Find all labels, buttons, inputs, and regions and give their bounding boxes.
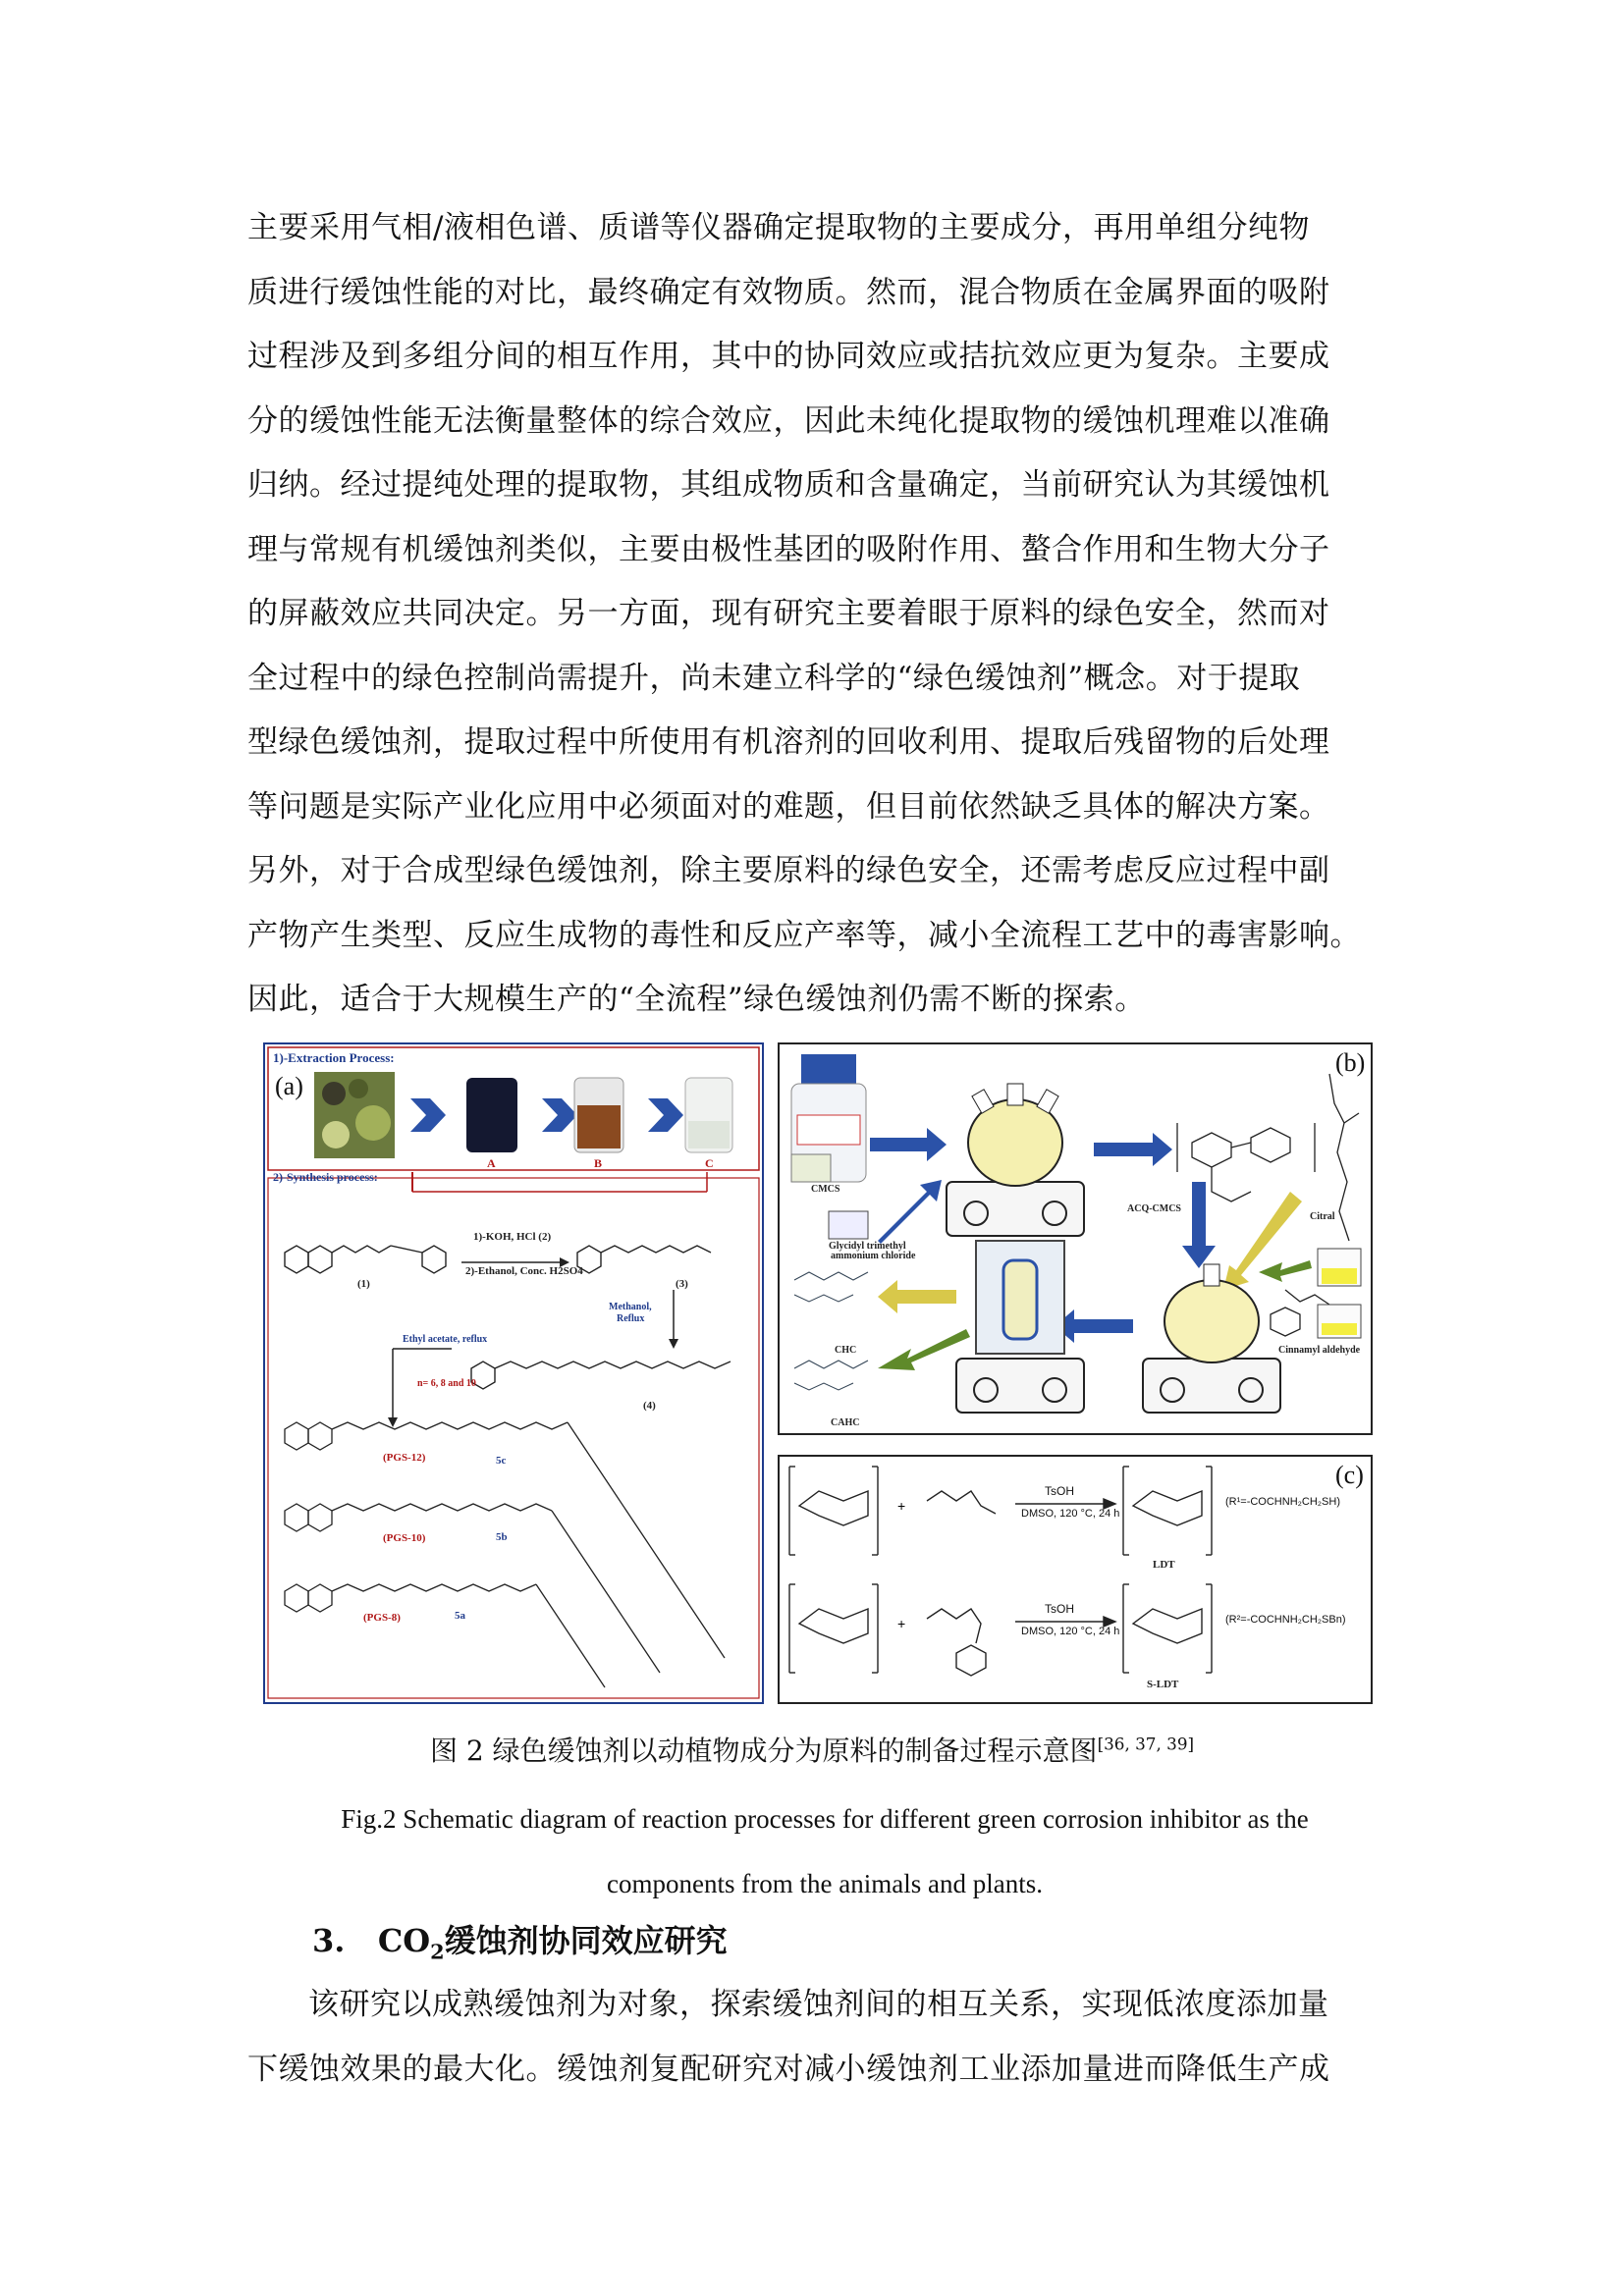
cmcs-label: CMCS — [811, 1184, 840, 1195]
text-line: 分的缓蚀性能无法衡量整体的综合效应，因此未纯化提取物的缓蚀机理难以准确 — [247, 402, 1330, 439]
reaction-step-1: 1)-KOH, HCl (2) — [473, 1231, 552, 1243]
section-number: 3. — [312, 1922, 346, 1959]
product-code: 5c — [496, 1455, 507, 1467]
caption-en-line: Fig.2 Schematic diagram of reaction processes for different green corrosion inhibitor as the — [341, 1804, 1309, 1834]
conditions-label: DMSO, 120 °C, 24 h — [1021, 1626, 1120, 1637]
figure-caption-en — [285, 1787, 1365, 1916]
text-line: 的屏蔽效应共同决定。另一方面，现有研究主要着眼于原料的绿色安全，然而对 — [247, 596, 1330, 631]
acq-cmcs-label: ACQ-CMCS — [1127, 1203, 1181, 1214]
text-line: 理与常规有机缓蚀剂类似，主要由极性基团的吸附作用、螯合作用和生物大分子 — [247, 531, 1330, 567]
panel-label: (c) — [1335, 1461, 1364, 1489]
r1-definition: (R¹=-COCHNH₂CH₂SH) — [1225, 1496, 1341, 1508]
cinnamyl-label: Cinnamyl aldehyde — [1278, 1345, 1361, 1356]
text-line: 等问题是实际产业化应用中必须面对的难题，但目前依然缺乏具体的解决方案。 — [247, 788, 1330, 825]
ldt-label: LDT — [1153, 1559, 1175, 1571]
product-name: (PGS-10) — [383, 1532, 426, 1544]
conditions-label: DMSO, 120 °C, 24 h — [1021, 1508, 1120, 1520]
r2-definition: (R²=-COCHNH₂CH₂SBn) — [1225, 1614, 1346, 1626]
caption-cn-refs: [36, 37, 39] — [1097, 1734, 1195, 1754]
product-code: 5a — [455, 1610, 465, 1622]
panel-c-drawing — [780, 1457, 1371, 1702]
text-line: 全过程中的绿色控制尚需提升，尚未建立科学的“绿色缓蚀剂”概念。对于提取 — [247, 660, 1301, 696]
chc-label: CHC — [835, 1345, 857, 1356]
section-subscript: 2 — [430, 1939, 445, 1964]
caption-cn-text: 图 2 绿色缓蚀剂以动植物成分为原料的制备过程示意图 — [429, 1735, 1098, 1767]
ammonium-label: ammonium chloride — [831, 1251, 916, 1261]
body-paragraph-2 — [247, 1973, 1386, 2102]
product-name: (PGS-12) — [383, 1452, 426, 1464]
figure-panel-c — [778, 1455, 1373, 1704]
figure-panel-b — [778, 1042, 1373, 1435]
sldt-label: S-LDT — [1147, 1679, 1179, 1690]
synthesis-title: 2)-Synthesis process: — [273, 1170, 378, 1184]
product-code: 5b — [496, 1531, 508, 1543]
glycidyl-label: Glycidyl trimethyl — [829, 1241, 906, 1252]
text-line: 归纳。经过提纯处理的提取物，其组成物质和含量确定，当前研究认为其缓蚀机 — [247, 467, 1330, 503]
jar-label-c: C — [705, 1156, 714, 1170]
extraction-title: 1)-Extraction Process: — [273, 1050, 395, 1065]
text-line: 主要采用气相/液相色谱、质谱等仪器确定提取物的主要成分，再用单组分纯物 — [247, 210, 1310, 245]
text-line: 另外，对于合成型绿色缓蚀剂，除主要原料的绿色安全，还需考虑反应过程中副 — [247, 853, 1330, 888]
body-paragraph-1 — [247, 196, 1386, 1033]
reagent-label: TsOH — [1045, 1602, 1074, 1616]
text-line: 质进行缓蚀性能的对比，最终确定有效物质。然而，混合物质在金属界面的吸附 — [247, 274, 1330, 310]
citral-label: Citral — [1310, 1211, 1335, 1222]
text-line: 下缓蚀效果的最大化。缓蚀剂复配研究对减小缓蚀剂工业添加量进而降低生产成 — [247, 2051, 1330, 2087]
reflux-label: Reflux — [617, 1313, 645, 1324]
panel-b-drawing — [780, 1044, 1371, 1433]
reaction-step-2: 2)-Ethanol, Conc. H2SO4 — [465, 1265, 583, 1277]
svg-text:+: + — [897, 1498, 906, 1514]
panel-label: (a) — [275, 1072, 303, 1100]
ethyl-acetate-label: Ethyl acetate, reflux — [403, 1334, 488, 1345]
text-line: 产物产生类型、反应生成物的毒性和反应产率等，减小全流程工艺中的毒害影响。 — [247, 917, 1361, 953]
text-line: 型绿色缓蚀剂，提取过程中所使用有机溶剂的回收利用、提取后残留物的后处理 — [247, 724, 1330, 760]
reagent-label: TsOH — [1045, 1484, 1074, 1498]
methanol-label: Methanol, — [609, 1302, 652, 1312]
section-co: CO — [377, 1922, 431, 1959]
text-line: 因此，适合于大规模生产的“全流程”绿色缓蚀剂仍需不断的探索。 — [247, 982, 1146, 1017]
text-line: 该研究以成熟缓蚀剂为对象，探索缓蚀剂间的相互关系，实现低浓度添加量 — [308, 1987, 1329, 2022]
figure-panel-a — [263, 1042, 764, 1704]
compound-3-label: (3) — [676, 1278, 688, 1290]
jar-label-b: B — [594, 1156, 603, 1170]
compound-1-label: (1) — [357, 1278, 370, 1290]
section-heading — [312, 1916, 728, 1963]
jar-label-a: A — [487, 1156, 496, 1170]
compound-4-label: (4) — [643, 1400, 656, 1412]
product-name: (PGS-8) — [363, 1612, 401, 1624]
panel-label: (b) — [1335, 1048, 1366, 1077]
n-values-label: n= 6, 8 and 10 — [417, 1378, 476, 1389]
svg-text:+: + — [897, 1616, 906, 1631]
panel-a-drawing — [265, 1044, 762, 1702]
figure-caption-cn — [0, 1730, 1624, 1769]
section-title: 缓蚀剂协同效应研究 — [444, 1922, 728, 1959]
caption-en-line: components from the animals and plants. — [607, 1869, 1043, 1898]
cahc-label: CAHC — [831, 1417, 860, 1428]
text-line: 过程涉及到多组分间的相互作用，其中的协同效应或拮抗效应更为复杂。主要成 — [247, 339, 1330, 374]
